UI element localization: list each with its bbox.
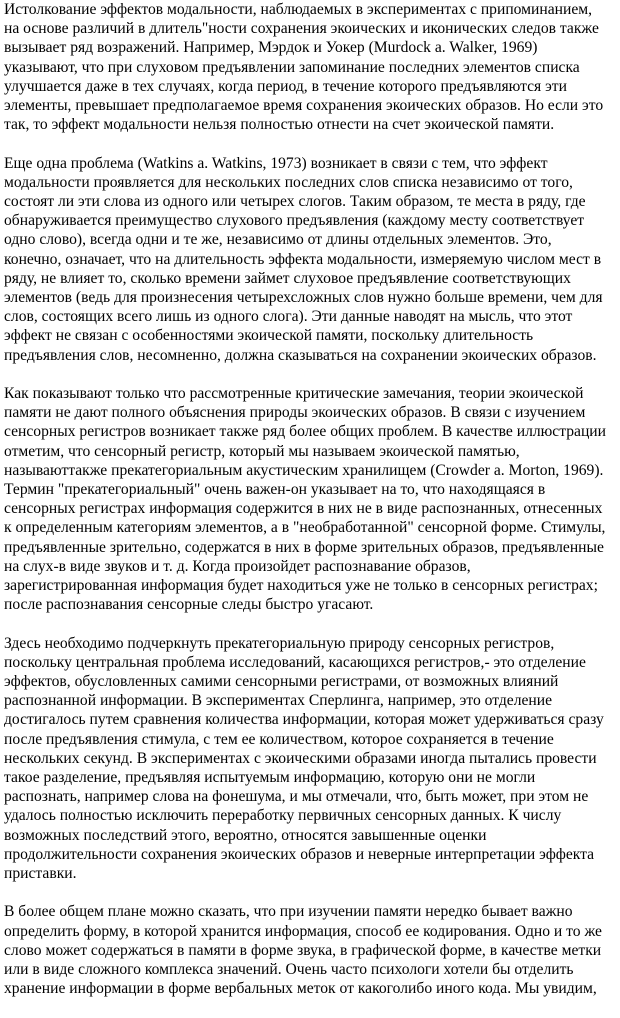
text-line: сенсорных регистрах информация содержится в них не в виде распознанных, отнесенных [4,500,603,518]
text-line: продолжительности сохранения экоических образов и неверные интерпретации эффекта [4,845,595,863]
text-line: так, то эффект модальности нельзя полностью отнести на счет экоической памяти. [4,116,555,134]
text-line: Термин "прекатегориальный" очень важен-он указывает на то, что находящаяся в [4,481,546,499]
text-line: удалось полностью исключить переработку первичных сенсорных данных. К числу [4,807,562,825]
paragraph-2 [4,154,616,365]
text-line: сенсорных регистров возникает также ряд более общих проблем. В качестве иллюстрации [4,423,606,441]
text-line: Еще одна проблема (Watkins a. Watkins, 1973) возникает в связи с тем, что эффект [4,154,548,172]
text-line: распознать, например слова на фонешума, и мы отмечали, что, быть может, при этом не [4,788,589,806]
paragraph-4 [4,634,616,884]
text-line: конечно, означает, что на длительность эффекта модальности, измеряемую числом мест в [4,250,602,268]
paragraph-1 [4,0,616,134]
text-line: нескольких секунд. В экспериментах с экоическими образами иногда пытались провести [4,749,597,767]
text-line: вызывает ряд возражений. Например, Мэрдок и Уокер (Murdock a. Walker, 1969) [4,39,538,57]
text-line: называюттакже прекатегориальным акустическим хранилищем (Crowder a. Morton, 1969). [4,461,604,479]
text-line: слов, состоящих всего лишь из одного слога). Эти данные наводят на мысль, что этот [4,308,573,326]
text-line: достигалось путем сравнения количества информации, которая может удерживаться сразу [4,711,604,729]
text-line: обнаруживается преимущество слухового предъявления (каждому месту соответствует [4,212,585,230]
text-line: поскольку центральная проблема исследований, касающихся регистров,- это отделение [4,653,586,671]
text-line: возможных последствий этого, вероятно, относятся завышенные оценки [4,826,487,844]
text-line: эффект не связан с особенностями экоической памяти, поскольку длительность [4,327,534,345]
text-line: слово может содержаться в памяти в форме звука, в графической форме, в качестве метки [4,941,602,959]
text-line: распознанной информации. В экспериментах Сперлинга, например, это отделение [4,692,553,710]
text-line: Истолкование эффектов модальности, наблюдаемых в экспериментах с припоминанием, [4,1,593,18]
text-line: на слух-в виде звуков и т. д. Когда произойдет распознавание образов, [4,557,471,575]
text-line: зарегистрированная информация будет находиться уже не только в сенсорных регистрах; [4,577,598,595]
text-line: улучшается даже в тех случаях, когда период, в течение которого предъявляются эти [4,77,567,95]
text-line: после распознавания сенсорные следы быстро угасают. [4,596,374,614]
text-line: В более общем плане можно сказать, что при изучении памяти нередко бывает важно [4,903,573,921]
text-line: состоят ли эти слова из одного или четырех слогов. Таким образом, те места в ряду, где [4,193,586,211]
paragraph-5 [4,902,616,998]
text-line: Как показывают только что рассмотренные критические замечания, теории экоической [4,385,584,403]
text-line: предъявленные зрительно, содержатся в них в форме зрительных образов, предъявленные [4,538,604,556]
paragraph-3 [4,384,616,614]
document-page [4,0,616,1018]
text-line: отметим, что сенсорный регистр, который мы называем экоической памятью, [4,442,520,460]
text-line: эффектов, обусловленных самими сенсорными регистрами, от возможных влияний [4,673,559,691]
text-line: определить форму, в которой хранится информация, способ ее кодирования. Одно и то же [4,922,602,940]
text-line: такое разделение, предъявляя испытуемым информацию, которую они не могли [4,769,536,787]
text-line: хранение информации в форме вербальных меток от какоголибо иного кода. Мы увидим, [4,980,597,998]
text-line: памяти не дают полного объяснения природы экоических образов. В связи с изучением [4,404,586,422]
text-line: указывают, что при слуховом предъявлении запоминание последних элементов списка [4,58,580,76]
text-line: приставки. [4,865,77,883]
text-line: к определенным категориям элементов, а в "необработанной" сенсорной форме. Стимулы, [4,519,606,537]
text-line: одно слово), всегда одни и те же, независимо от длины отдельных элементов. Это, [4,231,552,249]
text-line: ряду, не влияет то, сколько времени займет слуховое предъявление соответствующих [4,269,571,287]
text-line: Здесь необходимо подчеркнуть прекатегориальную природу сенсорных регистров, [4,634,555,652]
text-line: на основе различий в длитель"ности сохранения экоических и иконических следов также [4,20,599,38]
text-line: или в виде сложного комплекса значений. Очень часто психологи хотели бы отделить [4,961,574,979]
text-line: модальности проявляется для нескольких последних слов списка независимо от того, [4,173,573,191]
text-line: элементов (ведь для произнесения четырехсложных слов нужно больше времени, чем для [4,289,603,307]
text-line: после предъявления стимула, с тем ее количеством, которое сохраняется в течение [4,730,554,748]
text-line: предъявления слов, несомненно, должна сказываться на сохранении экоических образов. [4,346,597,364]
text-line: элементы, превышает предполагаемое время сохранения экоических образов. Но если это [4,97,604,115]
